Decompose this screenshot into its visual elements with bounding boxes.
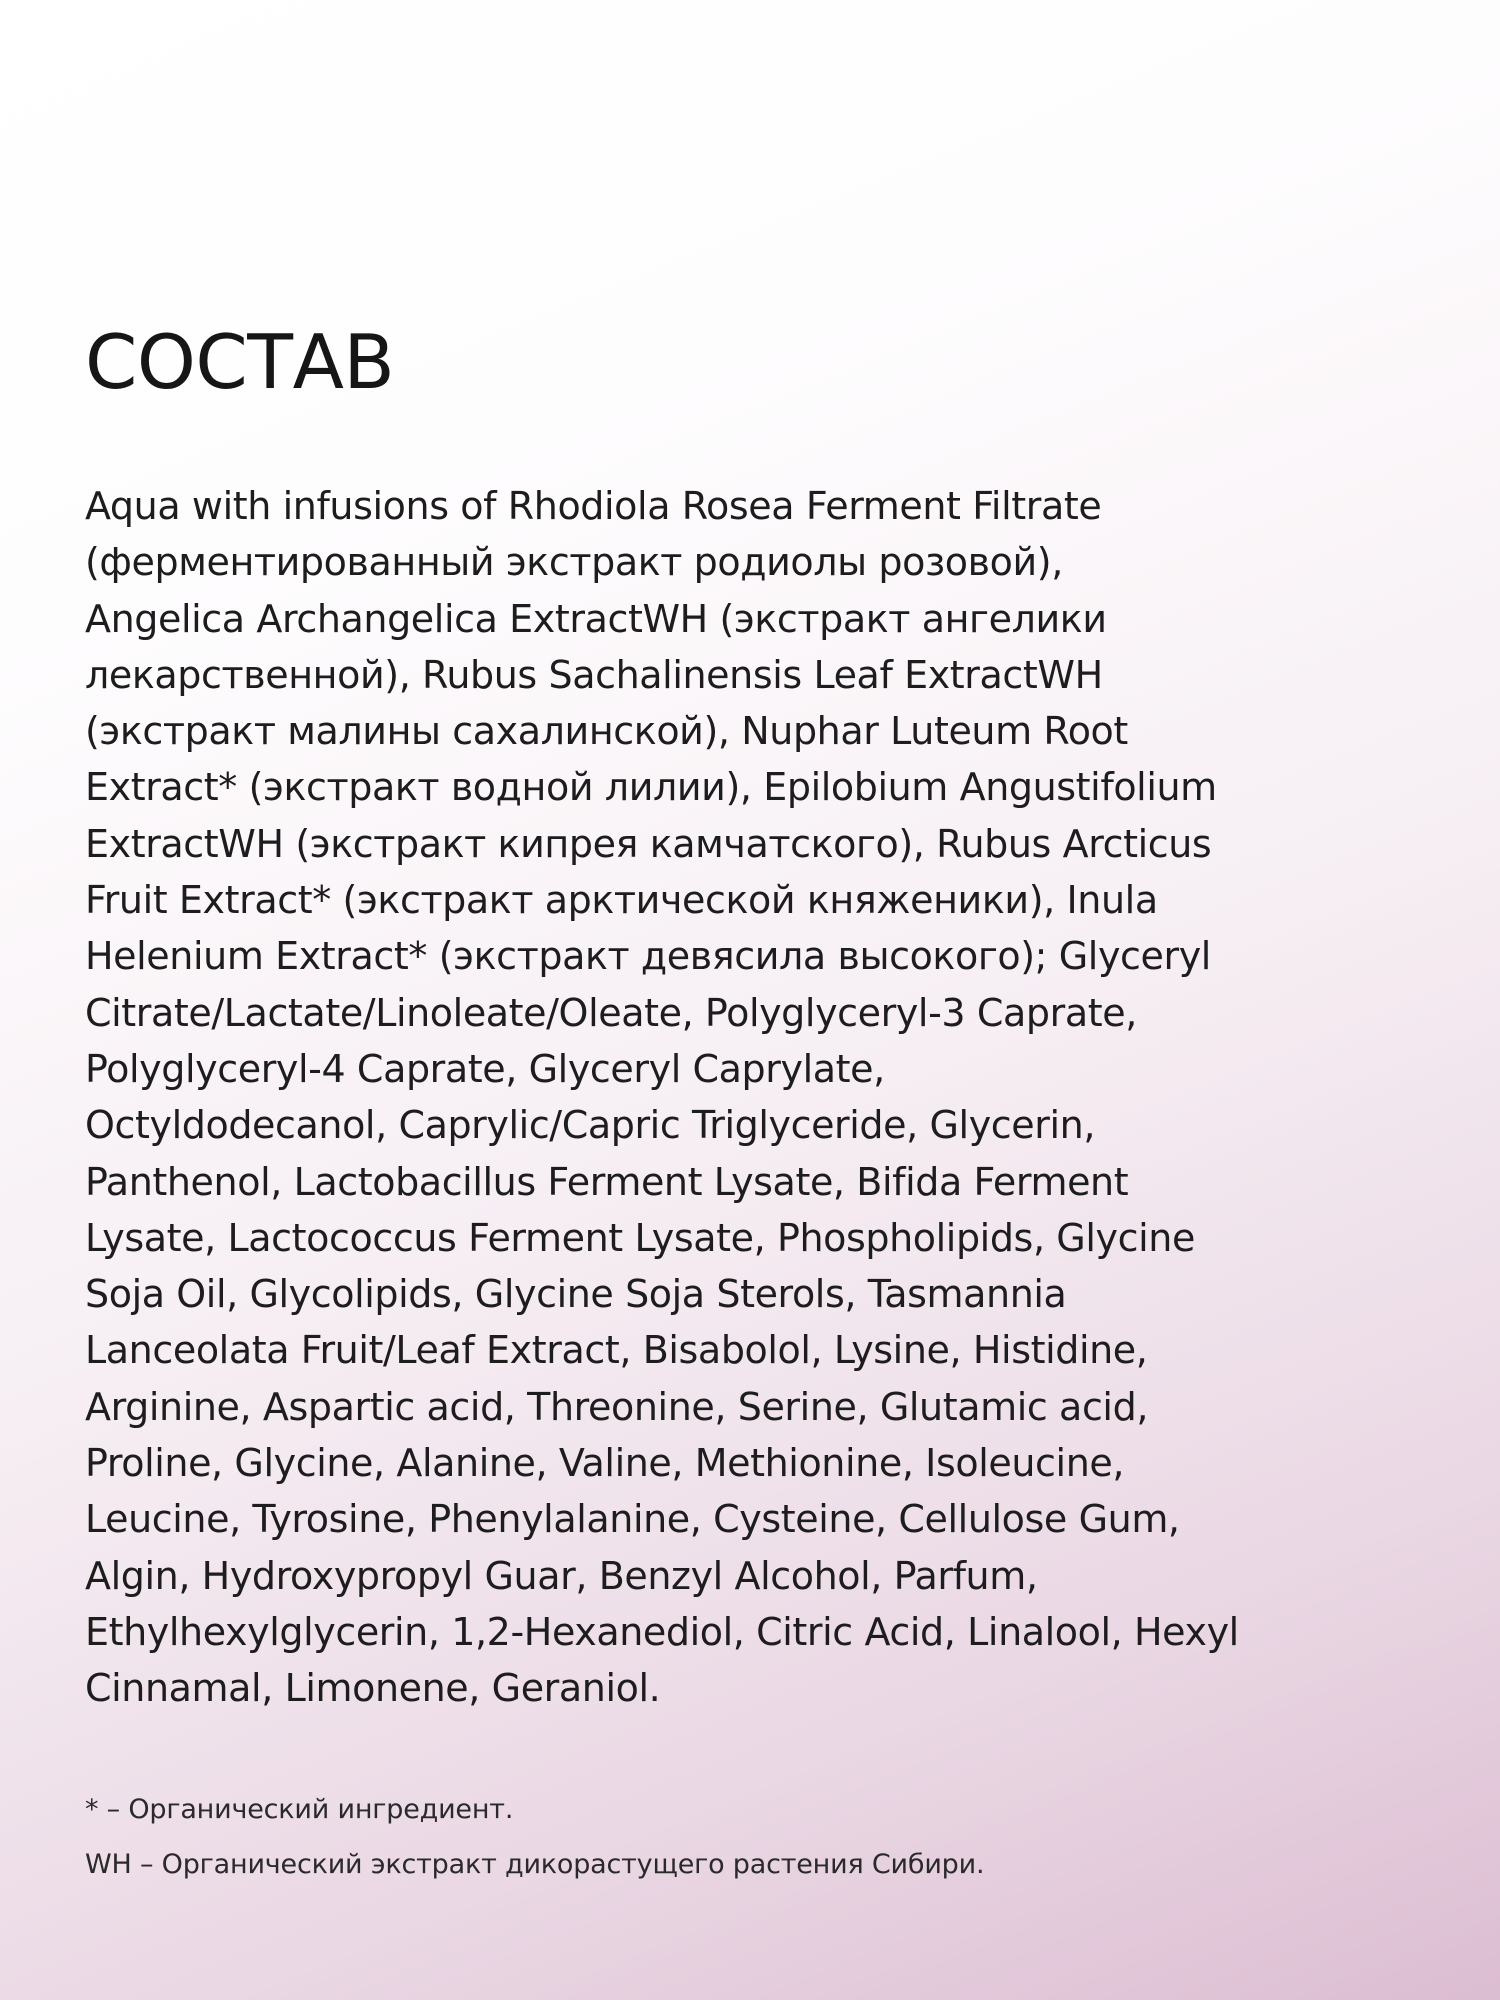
ingredient-line: ExtractWH (экстракт кипрея камчатского), Rubus Arcticus xyxy=(85,821,1212,866)
ingredients-list xyxy=(85,478,1425,1717)
footnote-wild-harvest: WH – Органический экстракт дикорастущего растения Сибири. xyxy=(85,1849,985,1880)
ingredient-line: (ферментированный экстракт родиолы розовой), xyxy=(85,540,1063,585)
ingredient-line: Citrate/Lactate/Linoleate/Oleate, Polyglyceryl-3 Caprate, xyxy=(85,990,1137,1035)
ingredient-line: Arginine, Aspartic acid, Threonine, Serine, Glutamic acid, xyxy=(85,1384,1148,1429)
footnote-organic: * – Органический ингредиент. xyxy=(85,1794,514,1825)
ingredient-line: Lanceolata Fruit/Leaf Extract, Bisabolol, Lysine, Histidine, xyxy=(85,1328,1148,1373)
ingredient-line: Fruit Extract* (экстракт арктической княженики), Inula xyxy=(85,878,1158,923)
ingredient-line: Ethylhexylglycerin, 1,2-Hexanediol, Citric Acid, Linalool, Hexyl xyxy=(85,1609,1239,1654)
ingredient-line: Polyglyceryl-4 Caprate, Glyceryl Caprylate, xyxy=(85,1046,885,1091)
ingredient-line: Panthenol, Lactobacillus Ferment Lysate, Bifida Ferment xyxy=(85,1159,1129,1204)
ingredient-line: лекарственной), Rubus Sachalinensis Leaf ExtractWH xyxy=(85,652,1103,697)
ingredient-line: Octyldodecanol, Caprylic/Capric Triglyceride, Glycerin, xyxy=(85,1103,1095,1148)
ingredient-line: Soja Oil, Glycolipids, Glycine Soja Sterols, Tasmannia xyxy=(85,1272,1067,1317)
ingredient-line: Aqua with infusions of Rhodiola Rosea Ferment Filtrate xyxy=(85,484,1102,528)
footnotes xyxy=(85,1782,1425,1892)
ingredient-line: Lysate, Lactococcus Ferment Lysate, Phospholipids, Glycine xyxy=(85,1215,1195,1260)
page-title: СОСТАВ xyxy=(85,318,395,406)
ingredient-line: Angelica Archangelica ExtractWH (экстракт ангелики xyxy=(85,596,1107,641)
ingredient-line: Leucine, Tyrosine, Phenylalanine, Cysteine, Cellulose Gum, xyxy=(85,1497,1180,1542)
ingredient-line: Extract* (экстракт водной лилии), Epilobium Angustifolium xyxy=(85,765,1217,810)
composition-page xyxy=(85,0,1425,2000)
ingredient-line: Cinnamal, Limonene, Geraniol. xyxy=(85,1666,661,1711)
ingredient-line: Algin, Hydroxypropyl Guar, Benzyl Alcohol, Parfum, xyxy=(85,1553,1038,1598)
ingredient-line: (экстракт малины сахалинской), Nuphar Luteum Root xyxy=(85,709,1128,754)
ingredient-line: Proline, Glycine, Alanine, Valine, Methionine, Isoleucine, xyxy=(85,1441,1125,1486)
ingredient-line: Helenium Extract* (экстракт девясила высокого); Glyceryl xyxy=(85,934,1211,979)
